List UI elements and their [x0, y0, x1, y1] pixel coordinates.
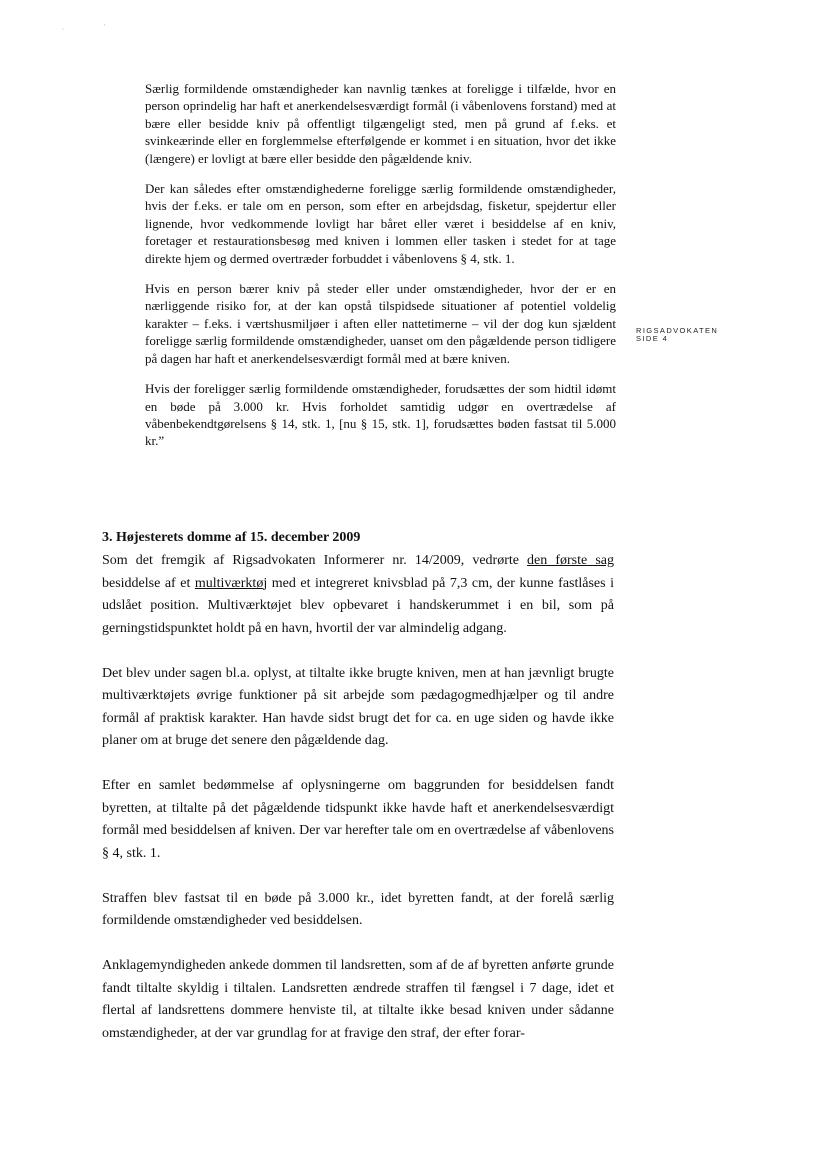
section-body	[102, 550, 614, 1068]
body-paragraph: Det blev under sagen bl.a. oplyst, at tiltalte ikke brugte kniven, men at han jævnligt brugte multiværktøjets øvrige funktioner på sit arbejde som pædagogmedhjælper og til andre formål af praktisk karakter. Han havde sidst brugt det for ca. en uge siden og havde ikke planer om at bruge det senere den pågældende dag.	[102, 665, 614, 748]
body-text: besiddelse af et	[102, 575, 195, 591]
quote-paragraph: Særlig formildende omstændigheder kan navnlig tænkes at foreligge i tilfælde, hvor en person oprindelig har haft et anerkendelsesværdigt formål (i våbenlovens forstand) med at bære eller besidde kniv på offentligt tilgængeligt sted, men på grund af f.eks. et svinkeærinde eller en forglemmelse efterfølgende er kommet i en situation, hvor det ikke (længere) er lovligt at bære eller besidde den pågældende kniv.	[145, 81, 616, 166]
quote-paragraph: Hvis der foreligger særlig formildende omstændigheder, forudsættes der som hidtil idømt en bøde på 3.000 kr. Hvis forholdet samtidig udgør en overtrædelse af våbenbekendtgørelsens § 14, stk. 1, [nu § 15, stk. 1], forudsættes bøden fastsat til 5.000 kr.”	[145, 381, 616, 449]
body-paragraph	[102, 550, 614, 640]
section-heading: 3. Højesterets domme af 15. december 2009	[102, 530, 361, 545]
quote-paragraph: Hvis en person bærer kniv på steder eller under omstændigheder, hvor der er en nærliggende risiko for, at der kan opstå tilspidsede situationer af potentiel voldelig karakter – f.eks. i værtshusmiljøer i aften eller nattetimerne – vil der dog kun sjældent foreligge særlig formildende omstændigheder, uanset om den pågældende person tidligere på dagen har haft et anerkendelsesværdigt formål med at bære kniven.	[145, 281, 616, 366]
sidebar-page-number: SIDE 4	[636, 334, 669, 343]
multitool-term-link[interactable]: multiværktøj	[194, 575, 268, 591]
scan-artifact: ,	[62, 24, 64, 31]
body-text: Som det fremgik af Rigsadvokaten Informerer nr. 14/2009, vedrørte	[102, 553, 528, 568]
body-paragraph: Straffen blev fastsat til en bøde på 3.000 kr., idet byretten fandt, at der forelå særlig formildende omstændigheder ved besiddelsen.	[102, 890, 614, 928]
quoted-guidance-block	[145, 80, 616, 463]
body-paragraph: Anklagemyndigheden ankede dommen til landsretten, som af de af byretten anførte grunde fandt tiltalte skyldig i tiltalen. Landsretten ændrede straffen til fængsel i 7 dage, idet et flertal af landsrettens dommere henviste til, at tiltalte ikke besad kniven under sådanne omstændigheder, at der var grundlag for at fravige den straf, der efter forar-	[102, 958, 614, 1041]
quote-paragraph: Der kan således efter omstændighederne foreligge særlig formildende omstændigheder, hvis der f.eks. er tale om en person, som efter en arbejdsdag, fisketur, spejdertur eller lignende, hvor vedkommende lovligt har båret eller været i besiddelse af en kniv, foretager et restaurationsbesøg med kniven i lommen eller tasken i stedet for at tage direkte hjem og dermed overtræder forbuddet i våbenlovens § 4, stk. 1.	[145, 181, 616, 266]
body-text: med et integreret knivsblad på 7,3 cm, der kunne fastlåses i udslået position. Multiværktøjet blev opbevaret i handskerummet i en bil, som på gerningstidspunktet holdt på en havn, hvortil der var almindelig adgang.	[102, 575, 614, 636]
sidebar-org-label: RIGSADVOKATEN	[636, 326, 719, 335]
case-reference-link[interactable]: den første sag	[527, 553, 614, 568]
body-paragraph: Efter en samlet bedømmelse af oplysningerne om baggrunden for besiddelsen fandt byretten, at tiltalte på det pågældende tidspunkt ikke havde haft et anerkendelsesværdigt formål med besiddelsen af kniven. Der var herefter tale om en overtrædelse af våbenlovens § 4, stk. 1.	[102, 778, 614, 861]
scan-artifact: '	[104, 24, 106, 31]
